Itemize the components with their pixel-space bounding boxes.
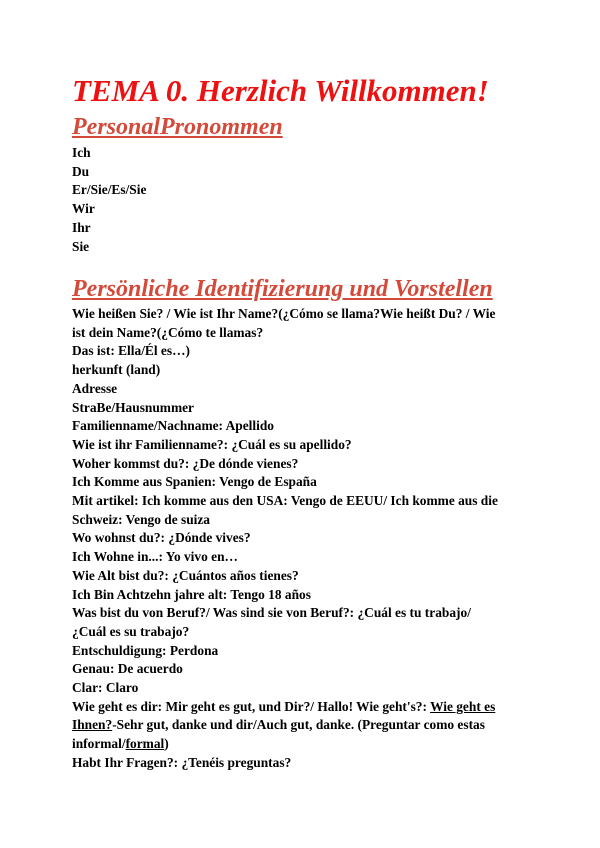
phrase-line: Wo wohnst du?: ¿Dónde vives? bbox=[72, 530, 251, 546]
phrase-line: ist dein Name?(¿Cómo te llamas? bbox=[72, 324, 264, 340]
phrase-line: Wie heißen Sie? / Wie ist Ihr Name?(¿Cómo se llama?Wie heißt Du? / Wie bbox=[72, 306, 496, 321]
phrase-line: Ich Bin Achtzehn jahre alt: Tengo 18 años bbox=[72, 586, 311, 602]
phrase-line: Wie Alt bist du?: ¿Cuántos años tienes? bbox=[72, 567, 299, 583]
phrase-line: Habt Ihr Fragen?: ¿Tenéis preguntas? bbox=[72, 754, 292, 770]
greeting-text: Wie geht es dir: Mir geht es gut, und Dir?/ Hallo! Wie geht's?: bbox=[72, 698, 431, 714]
pronoun-item: Wir bbox=[72, 201, 95, 217]
greeting-text: -Sehr gut, danke und dir/Auch gut, danke. (Preguntar como estas bbox=[112, 717, 485, 733]
phrase-line: Mit artikel: Ich komme aus den USA: Vengo de EEUU/ Ich komme aus die bbox=[72, 493, 498, 509]
pronoun-item: Sie bbox=[72, 238, 90, 254]
greeting-text: informal/ bbox=[72, 736, 126, 752]
phrase-line: Wie ist ihr Familienname?: ¿Cuál es su apellido? bbox=[72, 436, 352, 452]
greeting-line bbox=[72, 698, 532, 717]
phrase-line: Was bist du von Beruf?/ Was sind sie von Beruf?: ¿Cuál es tu trabajo/ bbox=[72, 605, 471, 621]
phrase-line: Ich Komme aus Spanien: Vengo de España bbox=[72, 474, 317, 490]
phrase-line: Ich Wohne in...: Yo vivo en… bbox=[72, 549, 238, 565]
phrase-line: ¿Cuál es su trabajo? bbox=[72, 623, 190, 639]
underlined-phrase: Wie geht es bbox=[430, 698, 496, 714]
phrase-line: Schweiz: Vengo de suiza bbox=[72, 511, 211, 527]
phrase-line: Adresse bbox=[72, 380, 118, 396]
greeting-line bbox=[72, 716, 532, 735]
underlined-phrase: Ihnen? bbox=[72, 717, 113, 733]
greeting-text: ) bbox=[164, 736, 169, 752]
section-heading-identification: Persönliche Identifizierung und Vorstellen bbox=[72, 276, 493, 302]
underlined-phrase: formal bbox=[125, 736, 165, 752]
pronoun-item: Ihr bbox=[72, 219, 91, 235]
phrase-line: Entschuldigung: Perdona bbox=[72, 642, 219, 658]
phrase-list bbox=[72, 305, 532, 773]
phrase-line: StraBe/Hausnummer bbox=[72, 399, 194, 415]
pronoun-list bbox=[72, 144, 532, 256]
pronoun-item: Du bbox=[72, 163, 90, 179]
phrase-line: Genau: De acuerdo bbox=[72, 661, 183, 677]
phrase-line: herkunft (land) bbox=[72, 362, 161, 378]
section-heading-pronouns: PersonalPronommen bbox=[72, 114, 283, 140]
greeting-line bbox=[72, 735, 532, 754]
page-title: TEMA 0. Herzlich Willkommen! bbox=[72, 73, 489, 108]
phrase-line: Familienname/Nachname: Apellido bbox=[72, 418, 274, 434]
pronoun-item: Er/Sie/Es/Sie bbox=[72, 182, 147, 198]
phrase-line: Woher kommst du?: ¿De dónde vienes? bbox=[72, 455, 299, 471]
phrase-line: Das ist: Ella/Él es…) bbox=[72, 343, 190, 359]
phrase-line: Clar: Claro bbox=[72, 680, 139, 696]
pronoun-item: Ich bbox=[72, 145, 91, 160]
